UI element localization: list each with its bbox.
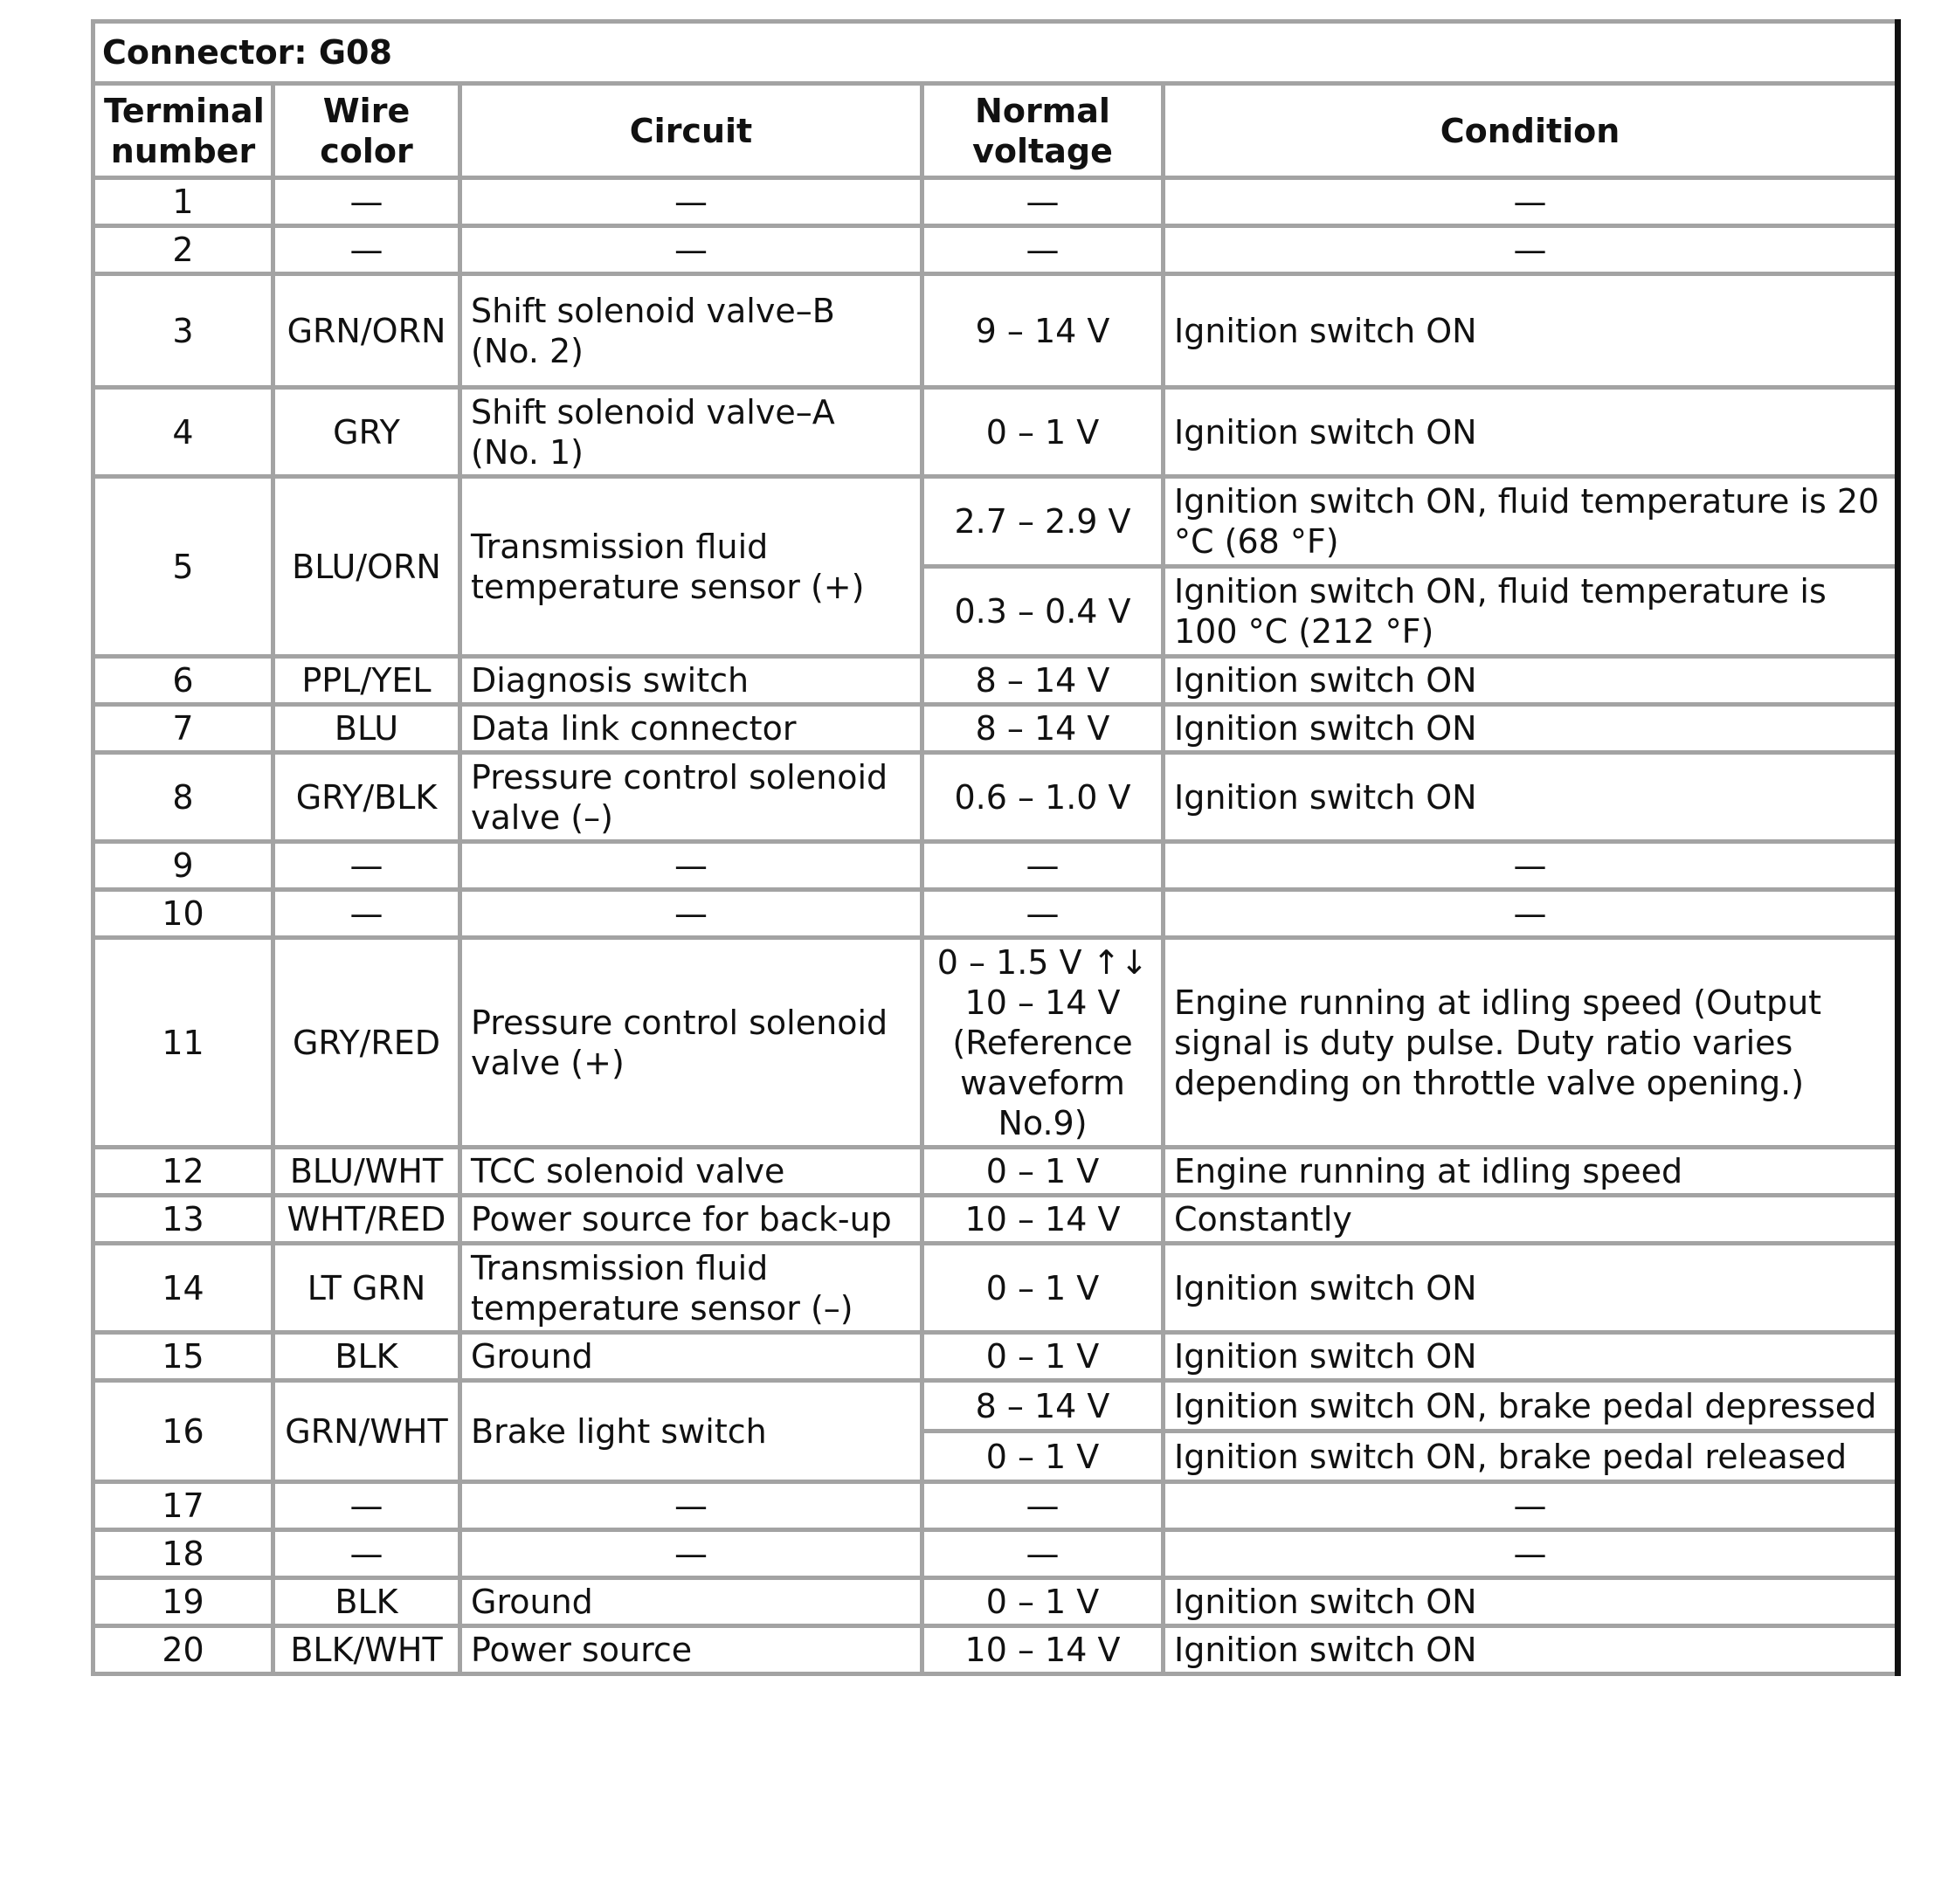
normal-voltage-cell: 0 – 1 V: [922, 1578, 1164, 1626]
terminal-number-cell: 10: [93, 890, 273, 938]
table-row: [93, 1148, 1898, 1196]
normal-voltage-cell: 0 – 1 V: [922, 1148, 1164, 1196]
column-header-circuit: Circuit: [460, 84, 922, 178]
table-row: [93, 1578, 1898, 1626]
circuit-cell: —: [460, 178, 922, 226]
circuit-cell: Brake light switch: [460, 1381, 922, 1482]
circuit-cell: Power source: [460, 1626, 922, 1674]
condition-cell: —: [1164, 1482, 1898, 1530]
terminal-number-cell: 1: [93, 178, 273, 226]
table-row: [93, 226, 1898, 274]
wire-color-cell: BLU/WHT: [273, 1148, 460, 1196]
terminal-number-cell: 14: [93, 1244, 273, 1333]
terminal-number-cell: 16: [93, 1381, 273, 1482]
table-row: [93, 1530, 1898, 1578]
column-header-terminal: Terminal number: [93, 84, 273, 178]
terminal-number-cell: 6: [93, 657, 273, 705]
column-header-condition: Condition: [1164, 84, 1898, 178]
normal-voltage-cell: —: [922, 226, 1164, 274]
table-row: [93, 705, 1898, 753]
condition-cell: Ignition switch ON: [1164, 657, 1898, 705]
column-header-normal-voltage: Normal voltage: [922, 84, 1164, 178]
wire-color-cell: BLK: [273, 1333, 460, 1381]
terminal-number-cell: 15: [93, 1333, 273, 1381]
condition-cell: Ignition switch ON, brake pedal depressed: [1164, 1381, 1898, 1431]
table-row: [93, 1244, 1898, 1333]
normal-voltage-cell: 9 – 14 V: [922, 274, 1164, 388]
condition-cell: Ignition switch ON, brake pedal released: [1164, 1431, 1898, 1482]
condition-cell: Ignition switch ON: [1164, 1333, 1898, 1381]
terminal-number-cell: 13: [93, 1196, 273, 1244]
normal-voltage-cell: 0 – 1 V: [922, 1431, 1164, 1482]
table-row: [93, 842, 1898, 890]
table-row: [93, 178, 1898, 226]
terminal-number-cell: 20: [93, 1626, 273, 1674]
condition-cell: Ignition switch ON, fluid temperature is 20 °C (68 °F): [1164, 477, 1898, 567]
table-row: [93, 1626, 1898, 1674]
condition-cell: Ignition switch ON: [1164, 705, 1898, 753]
wire-color-cell: GRN/ORN: [273, 274, 460, 388]
circuit-cell: —: [460, 842, 922, 890]
normal-voltage-cell: 0 – 1 V: [922, 1244, 1164, 1333]
normal-voltage-cell: 0 – 1 V: [922, 1333, 1164, 1381]
normal-voltage-cell: —: [922, 890, 1164, 938]
terminal-number-cell: 7: [93, 705, 273, 753]
wire-color-cell: GRY/RED: [273, 938, 460, 1148]
table-body: [93, 178, 1898, 1674]
normal-voltage-cell: 8 – 14 V: [922, 657, 1164, 705]
normal-voltage-cell: 0 – 1.5 V ↑↓ 10 – 14 V (Reference waveform No.9): [922, 938, 1164, 1148]
terminal-number-cell: 4: [93, 388, 273, 477]
circuit-cell: Shift solenoid valve–B (No. 2): [460, 274, 922, 388]
normal-voltage-cell: 0.6 – 1.0 V: [922, 753, 1164, 842]
circuit-cell: Ground: [460, 1578, 922, 1626]
normal-voltage-cell: 0 – 1 V: [922, 388, 1164, 477]
table-row: [93, 1196, 1898, 1244]
table-row: [93, 753, 1898, 842]
circuit-cell: Pressure control solenoid valve (–): [460, 753, 922, 842]
condition-cell: —: [1164, 226, 1898, 274]
terminal-number-cell: 8: [93, 753, 273, 842]
circuit-cell: Ground: [460, 1333, 922, 1381]
normal-voltage-cell: 8 – 14 V: [922, 1381, 1164, 1431]
condition-cell: —: [1164, 178, 1898, 226]
condition-cell: Ignition switch ON: [1164, 1244, 1898, 1333]
normal-voltage-cell: 10 – 14 V: [922, 1196, 1164, 1244]
terminal-number-cell: 12: [93, 1148, 273, 1196]
wire-color-cell: —: [273, 1530, 460, 1578]
normal-voltage-cell: 0.3 – 0.4 V: [922, 567, 1164, 657]
circuit-cell: Shift solenoid valve–A (No. 1): [460, 388, 922, 477]
normal-voltage-cell: 2.7 – 2.9 V: [922, 477, 1164, 567]
wire-color-cell: —: [273, 226, 460, 274]
terminal-number-cell: 17: [93, 1482, 273, 1530]
table-title: Connector: G08: [93, 22, 1898, 84]
table-row: [93, 657, 1898, 705]
table-row: [93, 1482, 1898, 1530]
normal-voltage-cell: —: [922, 178, 1164, 226]
wire-color-cell: BLU/ORN: [273, 477, 460, 657]
wire-color-cell: WHT/RED: [273, 1196, 460, 1244]
wire-color-cell: LT GRN: [273, 1244, 460, 1333]
wire-color-cell: BLK: [273, 1578, 460, 1626]
condition-cell: Ignition switch ON: [1164, 1578, 1898, 1626]
circuit-cell: —: [460, 1530, 922, 1578]
connector-table-container: [91, 19, 1896, 1676]
table-row: [93, 890, 1898, 938]
column-header-wire-color: Wire color: [273, 84, 460, 178]
condition-cell: Engine running at idling speed: [1164, 1148, 1898, 1196]
terminal-number-cell: 11: [93, 938, 273, 1148]
condition-cell: —: [1164, 890, 1898, 938]
circuit-cell: —: [460, 890, 922, 938]
circuit-cell: —: [460, 1482, 922, 1530]
terminal-number-cell: 9: [93, 842, 273, 890]
wire-color-cell: —: [273, 890, 460, 938]
terminal-number-cell: 3: [93, 274, 273, 388]
condition-cell: Ignition switch ON: [1164, 388, 1898, 477]
circuit-cell: Transmission fluid temperature sensor (–): [460, 1244, 922, 1333]
condition-cell: Ignition switch ON, fluid temperature is 100 °C (212 °F): [1164, 567, 1898, 657]
circuit-cell: Data link connector: [460, 705, 922, 753]
condition-cell: Ignition switch ON: [1164, 274, 1898, 388]
table-row: [93, 274, 1898, 388]
wire-color-cell: PPL/YEL: [273, 657, 460, 705]
circuit-cell: Diagnosis switch: [460, 657, 922, 705]
normal-voltage-cell: 10 – 14 V: [922, 1626, 1164, 1674]
circuit-cell: —: [460, 226, 922, 274]
circuit-cell: Pressure control solenoid valve (+): [460, 938, 922, 1148]
circuit-cell: Transmission fluid temperature sensor (+): [460, 477, 922, 657]
table-row: [93, 388, 1898, 477]
wire-color-cell: GRN/WHT: [273, 1381, 460, 1482]
wire-color-cell: —: [273, 178, 460, 226]
condition-cell: Ignition switch ON: [1164, 1626, 1898, 1674]
circuit-cell: Power source for back-up: [460, 1196, 922, 1244]
wire-color-cell: —: [273, 842, 460, 890]
wire-color-cell: —: [273, 1482, 460, 1530]
table-row: [93, 477, 1898, 567]
condition-cell: —: [1164, 842, 1898, 890]
condition-cell: Engine running at idling speed (Output signal is duty pulse. Duty ratio varies depending on throttle valve opening.): [1164, 938, 1898, 1148]
wire-color-cell: GRY: [273, 388, 460, 477]
table-row: [93, 1333, 1898, 1381]
terminal-number-cell: 5: [93, 477, 273, 657]
normal-voltage-cell: —: [922, 1482, 1164, 1530]
table-row: [93, 938, 1898, 1148]
terminal-number-cell: 19: [93, 1578, 273, 1626]
condition-cell: —: [1164, 1530, 1898, 1578]
normal-voltage-cell: —: [922, 842, 1164, 890]
normal-voltage-cell: 8 – 14 V: [922, 705, 1164, 753]
terminal-number-cell: 2: [93, 226, 273, 274]
wire-color-cell: GRY/BLK: [273, 753, 460, 842]
wire-color-cell: BLK/WHT: [273, 1626, 460, 1674]
wire-color-cell: BLU: [273, 705, 460, 753]
table-row: [93, 1381, 1898, 1431]
normal-voltage-cell: —: [922, 1530, 1164, 1578]
circuit-cell: TCC solenoid valve: [460, 1148, 922, 1196]
connector-table: [91, 19, 1901, 1676]
condition-cell: Constantly: [1164, 1196, 1898, 1244]
terminal-number-cell: 18: [93, 1530, 273, 1578]
condition-cell: Ignition switch ON: [1164, 753, 1898, 842]
